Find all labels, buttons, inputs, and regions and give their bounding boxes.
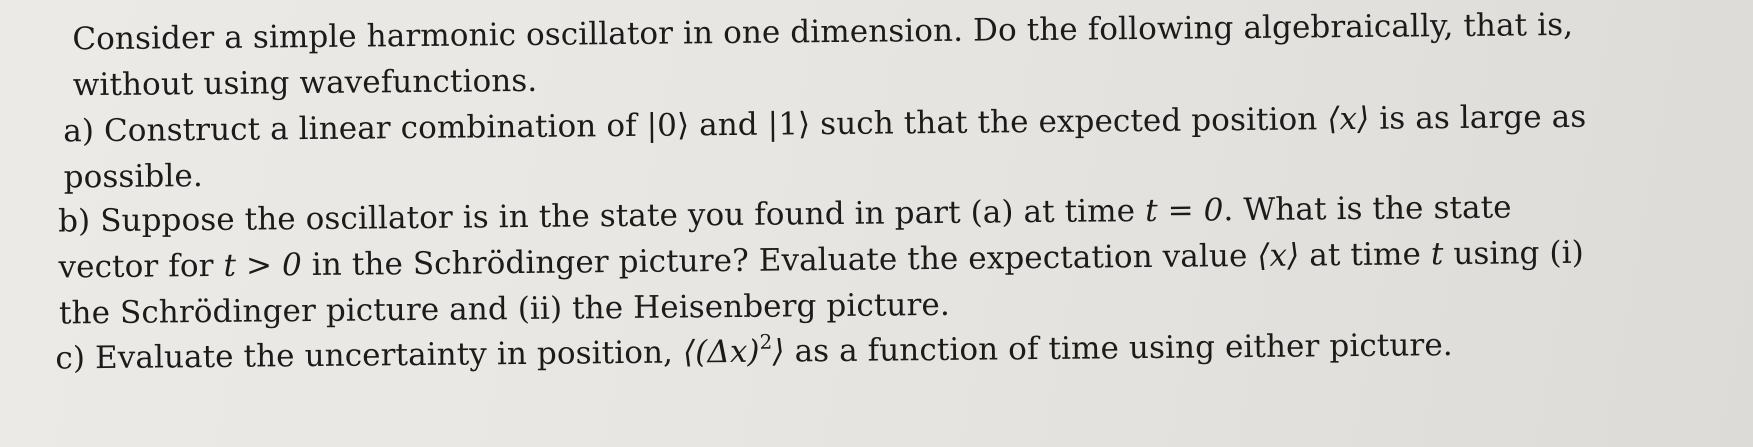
part-a-line-2: possible. xyxy=(63,158,203,196)
time-variable: t xyxy=(1430,236,1444,273)
part-a-text: a) Construct a linear combination of xyxy=(63,107,647,150)
part-b-text-4: in the Schrödinger picture? Evaluate the expectation value xyxy=(301,237,1258,284)
intro-line-2: without using wavefunctions. xyxy=(72,62,538,104)
part-a-paragraph xyxy=(63,94,1587,201)
ket-zero: |0⟩ xyxy=(646,107,690,144)
part-b-text-3: vector for xyxy=(58,247,224,286)
expectation-x-b: ⟨x⟩ xyxy=(1257,237,1300,274)
intro-line-1: Consider a simple harmonic oscillator in one dimension. Do the following algebraically, that is, xyxy=(72,6,1574,58)
part-b-text-2: . What is the state xyxy=(1223,189,1512,229)
part-b-line-3: the Schrödinger picture and (ii) the Heisenberg picture. xyxy=(58,286,950,332)
uncertainty-exponent: 2 xyxy=(759,329,773,354)
part-b-text-6: using (i) xyxy=(1443,234,1585,273)
part-b-text-5: at time xyxy=(1299,236,1432,274)
part-a-text-3: is as large as xyxy=(1369,98,1587,137)
time-greater-zero: t > 0 xyxy=(223,247,303,284)
part-b-text: b) Suppose the oscillator is in the state you found in part (a) at time xyxy=(57,193,1146,240)
part-a-text-2: such that the expected position xyxy=(810,101,1328,143)
part-c-text: c) Evaluate the uncertainty in position, xyxy=(55,334,684,377)
uncertainty-open: ⟨(Δx) xyxy=(682,333,760,371)
part-b-paragraph xyxy=(58,184,1585,337)
time-equals-zero: t = 0 xyxy=(1144,192,1224,230)
uncertainty-close: ⟩ xyxy=(772,333,785,370)
part-c-text-2: as a function of time using either picture. xyxy=(784,327,1453,370)
expectation-x: ⟨x⟩ xyxy=(1327,100,1370,138)
part-a-and: and xyxy=(689,106,768,144)
intro-paragraph xyxy=(72,2,1574,108)
ket-one: |1⟩ xyxy=(767,106,811,143)
